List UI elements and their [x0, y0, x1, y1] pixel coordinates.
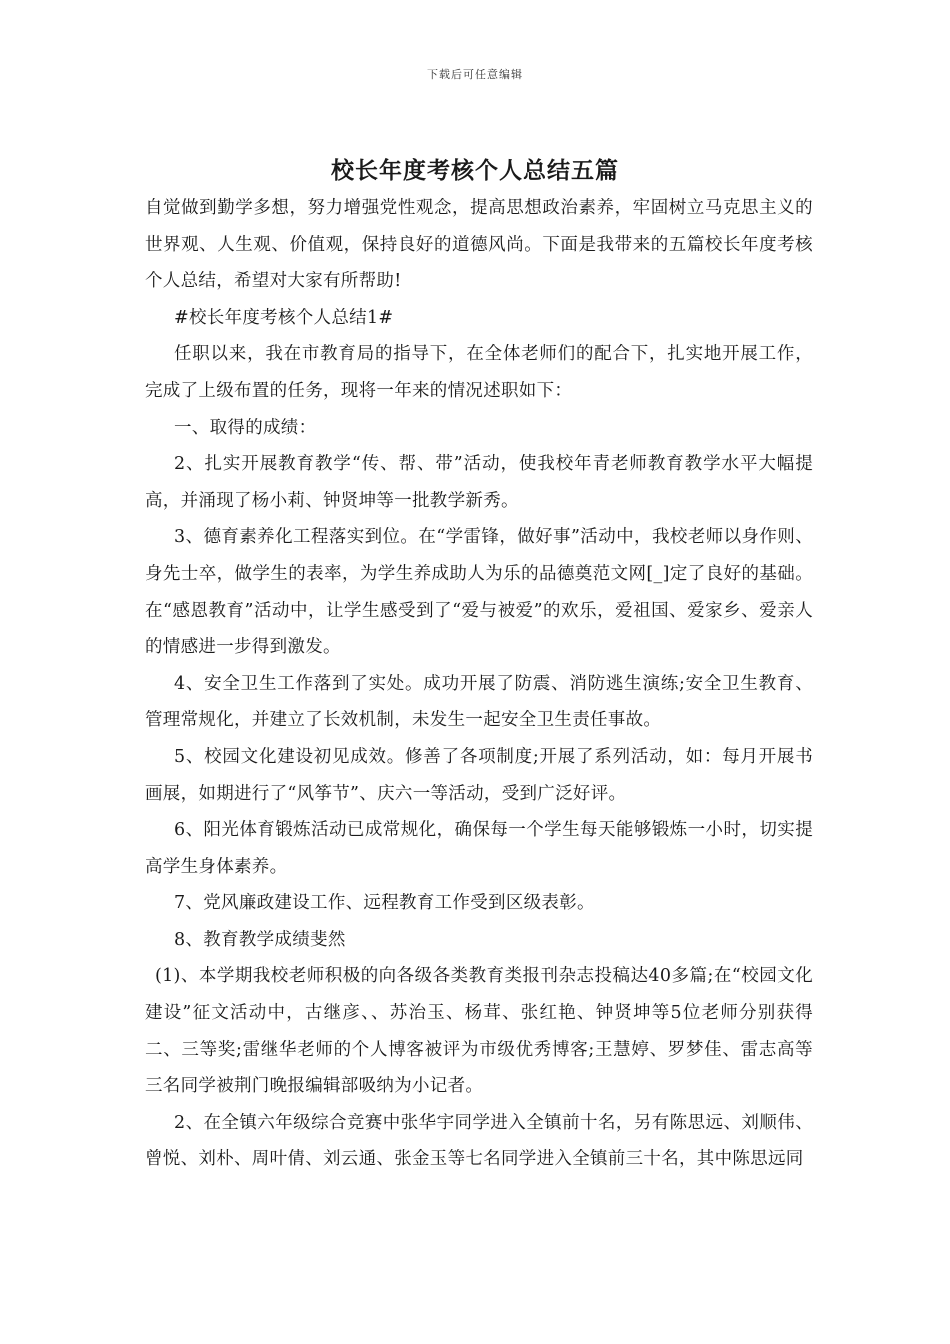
list-item: 4、安全卫生工作落到了实处。成功开展了防震、消防逃生演练;安全卫生教育、管理常规化，并建立了长效机制，未发生一起安全卫生责任事故。 [145, 673, 813, 731]
section-heading: #校长年度考核个人总结1# [174, 307, 394, 328]
document-title: 校长年度考核个人总结五篇 [331, 157, 619, 184]
header-note: 下载后可任意编辑 [427, 68, 523, 81]
intro-paragraph: 自觉做到勤学多想，努力增强党性观念，提高思想政治素养，牢固树立马克思主义的世界观、人生观、价值观，保持良好的道德风尚。下面是我带来的五篇校长年度考核个人总结，希望对大家有所帮助! [145, 198, 813, 292]
list-item: 8、教育教学成绩斐然 [174, 929, 346, 950]
opening-paragraph: 任职以来，我在市教育局的指导下，在全体老师们的配合下，扎实地开展工作，完成了上级布置的任务，现将一年来的情况述职如下： [145, 344, 813, 401]
document-body [145, 190, 813, 1178]
sub-list-item: 2、在全镇六年级综合竞赛中张华宇同学进入全镇前十名，另有陈思远、刘顺伟、曾悦、刘朴、周叶倩、刘云通、张金玉等七名同学进入全镇前三十名，其中陈思远同 [145, 1112, 813, 1170]
sub-list-item: (1)、本学期我校老师积极的向各级各类教育类报刊杂志投稿达40多篇;在“校园文化建设”征文活动中，古继彦、、苏治玉、杨茸、张红艳、钟贤坤等5位老师分别获得二、三等奖;雷继华老师的个人博客被评为市级优秀博客;王慧婷、罗梦佳、雷志高等三名同学被荆门晚报编辑部吸纳为小记者。 [145, 966, 813, 1097]
list-item: 3、德育素养化工程落实到位。在“学雷锋，做好事”活动中，我校老师以身作则、身先士卒，做学生的表率，为学生养成助人为乐的品德奠范文网[_]定了良好的基础。在“感恩教育”活动中，让学生感受到了“爱与被爱”的欢乐，爱祖国、爱家乡、爱亲人的情感进一步得到激发。 [145, 527, 813, 658]
list-item: 7、党风廉政建设工作、远程教育工作受到区级表彰。 [174, 893, 595, 914]
achievements-heading: 一、取得的成绩： [174, 417, 317, 438]
list-item: 2、扎实开展教育教学“传、帮、带”活动，使我校年青老师教育教学水平大幅提高，并涌现了杨小莉、钟贤坤等一批教学新秀。 [145, 454, 813, 511]
list-item: 6、阳光体育锻炼活动已成常规化，确保每一个学生每天能够锻炼一小时，切实提高学生身体素养。 [145, 820, 813, 877]
list-item: 5、校园文化建设初见成效。修善了各项制度;开展了系列活动，如：每月开展书画展，如期进行了“风筝节”、庆六一等活动，受到广泛好评。 [145, 746, 813, 804]
